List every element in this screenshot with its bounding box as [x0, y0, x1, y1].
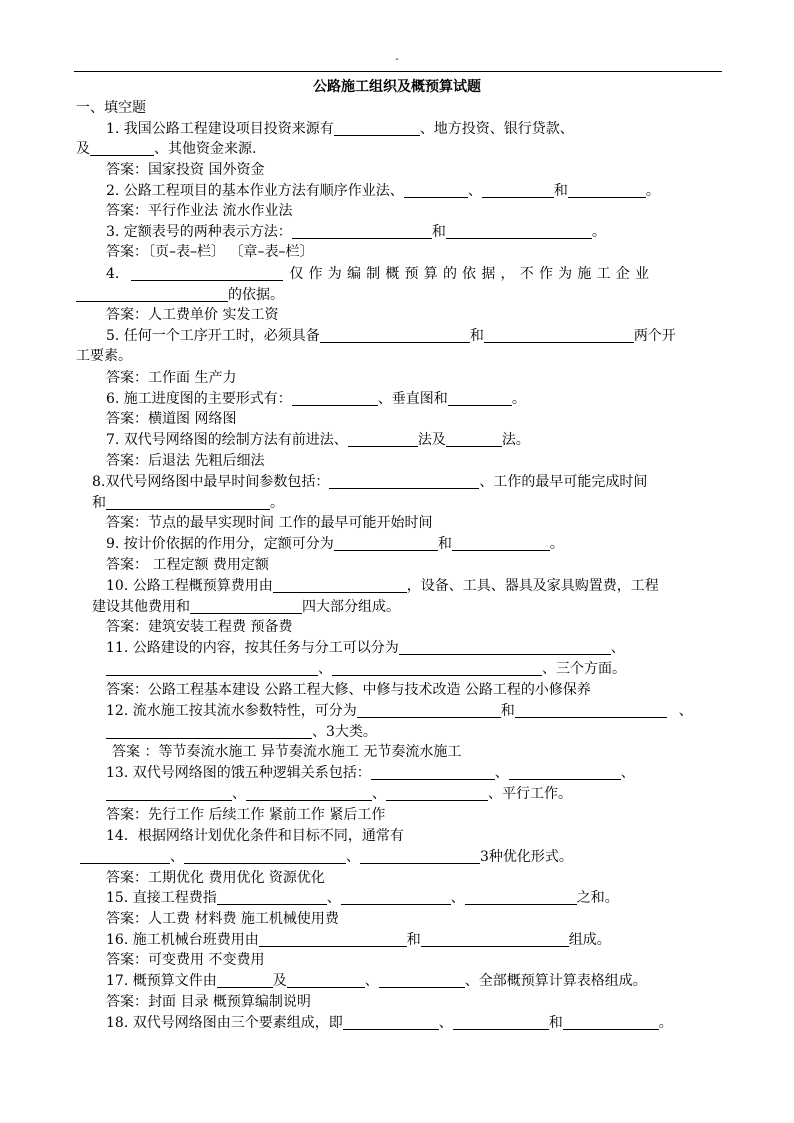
section-heading: 一、填空题 — [76, 100, 146, 116]
question-8-line-1: 8.双代号网络图中最早时间参数包括： 、工作的最早可能完成时间 — [92, 474, 648, 490]
blank — [509, 764, 621, 780]
page-title: 公路施工组织及概预算试题 — [313, 79, 481, 95]
question-3: 3. 定额表号的两种表示方法： 和 。 — [106, 224, 606, 240]
blank — [334, 535, 438, 551]
answer-16: 答案：可变费用 不变费用 — [106, 952, 265, 968]
blank — [287, 972, 365, 988]
answer-13: 答案：先行工作 后续工作 紧前工作 紧后工作 — [106, 807, 386, 823]
blank — [259, 931, 407, 947]
blank — [106, 723, 312, 739]
header-rule — [74, 71, 722, 72]
blank — [482, 182, 554, 198]
question-12-line-2: 、3大类。 — [106, 722, 377, 742]
blank — [515, 702, 667, 718]
answer-9: 答案： 工程定额 费用定额 — [106, 557, 269, 573]
question-4-line-2: 的依据。 — [76, 285, 284, 305]
blank — [371, 764, 495, 780]
question-17: 17. 概预算文件由 及 、 、全部概预算计算表格组成。 — [106, 973, 647, 989]
answer-1: 答案：国家投资 国外资金 — [106, 162, 265, 178]
blank — [421, 931, 569, 947]
blank — [343, 1014, 439, 1030]
blank — [184, 848, 346, 864]
answer-6: 答案：横道图 网络图 — [106, 411, 237, 427]
answer-11: 答案：公路工程基本建设 公路工程大修、中修与技术改造 公路工程的小修保养 — [106, 682, 591, 698]
header-mark: - — [395, 54, 399, 65]
question-5-line-2: 工要素。 — [76, 348, 132, 364]
blank — [106, 494, 270, 510]
blank — [329, 473, 479, 489]
blank — [446, 431, 502, 447]
question-10-line-1: 10. 公路工程概预算费用由 ，设备、工具、器具及家具购置费，工程 — [106, 578, 659, 594]
blank — [357, 702, 501, 718]
answer-14: 答案：工期优化 费用优化 资源优化 — [106, 870, 325, 886]
blank — [360, 848, 480, 864]
blank — [399, 639, 611, 655]
question-5-line-1: 5. 任何一个工序开工时，必须具备 和 两个开 — [106, 328, 676, 344]
blank — [90, 140, 154, 156]
question-16: 16. 施工机械台班费用由 和 组成。 — [106, 932, 611, 948]
question-8-line-2: 和 。 — [92, 495, 284, 511]
question-6: 6. 施工进度图的主要形式有： 、垂直图和 。 — [106, 391, 526, 407]
blank — [131, 265, 283, 281]
blank — [106, 660, 318, 676]
answer-17: 答案：封面 目录 概预算编制说明 — [106, 994, 311, 1010]
answer-8: 答案：节点的最早实现时间 工作的最早可能开始时间 — [106, 515, 433, 531]
blank — [453, 1014, 549, 1030]
blank — [446, 223, 592, 239]
question-18: 18. 双代号网络图由三个要素组成，即 、 和 。 — [106, 1015, 673, 1031]
blank — [563, 1014, 659, 1030]
answer-10: 答案：建筑安装工程费 预备费 — [106, 619, 293, 635]
question-14-line-1: 14．根据网络计划优化条件和目标不同，通常有 — [106, 828, 404, 844]
blank — [568, 182, 646, 198]
answer-12: 答案 ：等节奏流水施工 异节奏流水施工 无节奏流水施工 — [112, 744, 462, 760]
question-1-line-1: 1. 我国公路工程建设项目投资来源有 、地方投资、银行贷款、 — [106, 121, 574, 137]
blank — [292, 390, 378, 406]
question-9: 9. 按计价依据的作用分，定额可分为 和 。 — [106, 536, 564, 552]
blank — [217, 972, 273, 988]
blank — [320, 327, 470, 343]
question-11-line-1: 11. 公路建设的内容，按其任务与分工可以分为 、 — [106, 640, 625, 656]
blank — [292, 223, 432, 239]
blank — [484, 327, 634, 343]
question-13-line-1: 13. 双代号网络图的饿五种逻辑关系包括： 、 、 — [106, 765, 635, 781]
answer-2: 答案：平行作业法 流水作业法 — [106, 203, 293, 219]
question-4-line-1: 4. 仅作为编制概预算的依据，不作为施工企业 — [106, 266, 655, 282]
answer-15: 答案：人工费 材料费 施工机械使用费 — [106, 911, 339, 927]
blank — [217, 889, 327, 905]
blank — [106, 785, 232, 801]
question-12-line-1: 12. 流水施工按其流水参数特性，可分为 和 、 — [106, 703, 693, 719]
blank — [341, 889, 451, 905]
question-2: 2. 公路工程项目的基本作业方法有顺序作业法、 、 和 。 — [106, 183, 660, 199]
blank — [76, 286, 228, 302]
question-10-line-2: 建设其他费用和 四大部分组成。 — [92, 599, 400, 615]
answer-5: 答案：工作面 生产力 — [106, 370, 237, 386]
blank — [332, 660, 542, 676]
blank — [246, 785, 372, 801]
blank — [190, 598, 302, 614]
question-1-line-2: 及 、其他资金来源. — [76, 141, 257, 157]
blank — [334, 120, 420, 136]
blank — [80, 848, 170, 864]
question-11-line-2: 、 、三个方面。 — [106, 659, 626, 679]
blank — [452, 535, 550, 551]
question-7: 7. 双代号网络图的绘制方法有前进法、 法及 法。 — [106, 432, 530, 448]
answer-3: 答案：〔页–表–栏〕 〔章–表–栏〕 — [106, 244, 314, 260]
blank — [348, 431, 418, 447]
blank — [379, 972, 465, 988]
blank — [273, 577, 407, 593]
question-15: 15. 直接工程费指 、 、 之和。 — [106, 890, 619, 906]
blank — [404, 182, 468, 198]
question-14-line-2: 、 、 3种优化形式。 — [80, 847, 573, 867]
blank — [465, 889, 577, 905]
blank — [386, 785, 488, 801]
blank — [448, 390, 512, 406]
answer-4: 答案：人工费单价 实发工资 — [106, 307, 279, 323]
answer-7: 答案：后退法 先粗后细法 — [106, 453, 265, 469]
question-13-line-2: 、 、 、平行工作。 — [106, 784, 572, 804]
